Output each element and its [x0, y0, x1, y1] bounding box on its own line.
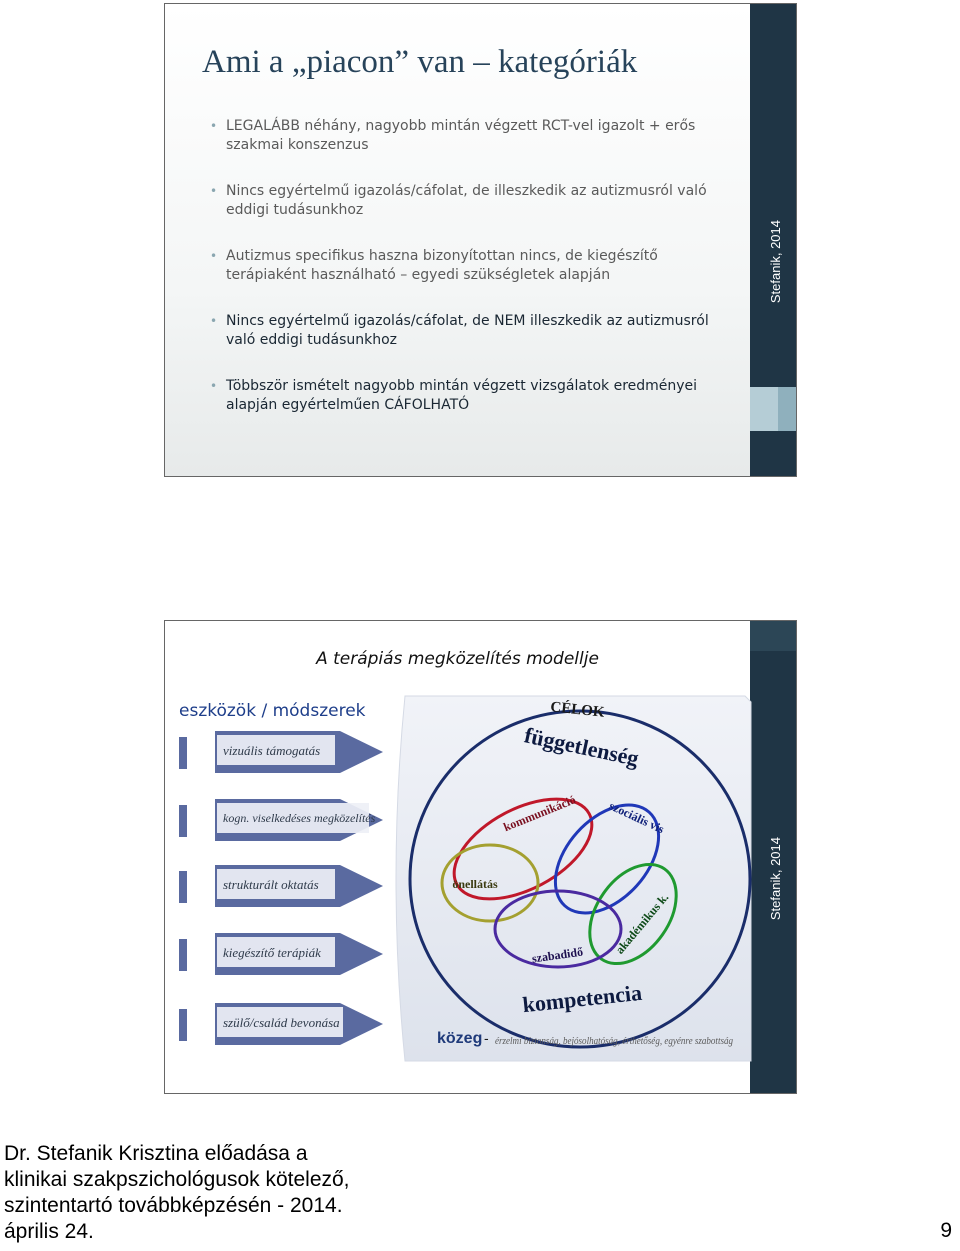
goal-szocialis: szociális vis	[606, 798, 667, 837]
page-number: 9	[940, 1219, 952, 1242]
arrow-label-structured: strukturált oktatás	[223, 877, 319, 892]
bullet-item: • Nincs egyértelmű igazolás/cáfolat, de NEM illeszkedik az autizmusról való eddigi tudásunkhoz	[210, 312, 730, 350]
slide-credit: Stefanik, 2014	[768, 837, 783, 921]
goal-akademikus: akadémikus k.	[612, 890, 672, 957]
competence-label: kompetencia	[521, 979, 644, 1018]
bullet-list	[210, 117, 730, 442]
diagram-title: A terápiás megközelítés modellje	[316, 649, 599, 669]
sidebar-square	[750, 387, 778, 431]
slide-sidebar	[750, 4, 796, 476]
slide-2	[164, 620, 797, 1094]
goal-onellatas: önellátás	[452, 877, 498, 891]
goal-szabadido: szabadidő	[531, 944, 584, 966]
footer-line: klinikai szakpszichológusok kötelező,	[4, 1168, 350, 1191]
footer-caption	[4, 1141, 350, 1245]
bullet-item: • Nincs egyértelmű igazolás/cáfolat, de illeszkedik az autizmusról való eddigi tudásunkhoz	[210, 182, 730, 220]
slide-credit: Stefanik, 2014	[768, 220, 783, 304]
slide-1	[164, 3, 797, 477]
goal-main: függetlenség	[522, 722, 641, 771]
footer-line: április 24.	[4, 1220, 94, 1243]
bullet-item: • LEGALÁBB néhány, nagyobb mintán végzett RCT-vel igazolt + erős szakmai konszenzus	[210, 117, 730, 155]
arrow-label-complementary: kiegészítő terápiák	[223, 945, 321, 960]
footer-line: szintentartó továbbképzésén - 2014.	[4, 1194, 343, 1217]
bullet-item: • Autizmus specifikus haszna bizonyítottan nincs, de kiegészítő terápiaként használható – egyedi szükségletek alapján	[210, 247, 730, 285]
arrow-label-parent: szülő/család bevonása	[223, 1015, 340, 1030]
arrow-label-visual: vizuális támogatás	[223, 743, 321, 758]
slide-title: Ami a „piacon” van – kategóriák	[202, 44, 638, 80]
footer-line: Dr. Stefanik Krisztina előadása a	[4, 1142, 308, 1165]
sidebar-square	[778, 387, 796, 431]
goals-heading: CÉLOK	[549, 699, 606, 721]
env-text: érzelmi biztonság, bejósolhatóság, érthetőség, egyénre szabottság	[495, 1036, 733, 1047]
bullet-item: • Többször ismételt nagyobb mintán végzett vizsgálatok eredményei alapján egyértelműen CÁFOLHATÓ	[210, 377, 730, 415]
arrow-label-cbt: kogn. viselkedéses megközelítés	[223, 811, 376, 825]
env-dash: -	[484, 1030, 489, 1046]
env-label: közeg	[437, 1030, 483, 1047]
tools-heading: eszközök / módszerek	[179, 701, 366, 721]
goal-kommunikacio: kommunikáció	[501, 792, 578, 835]
